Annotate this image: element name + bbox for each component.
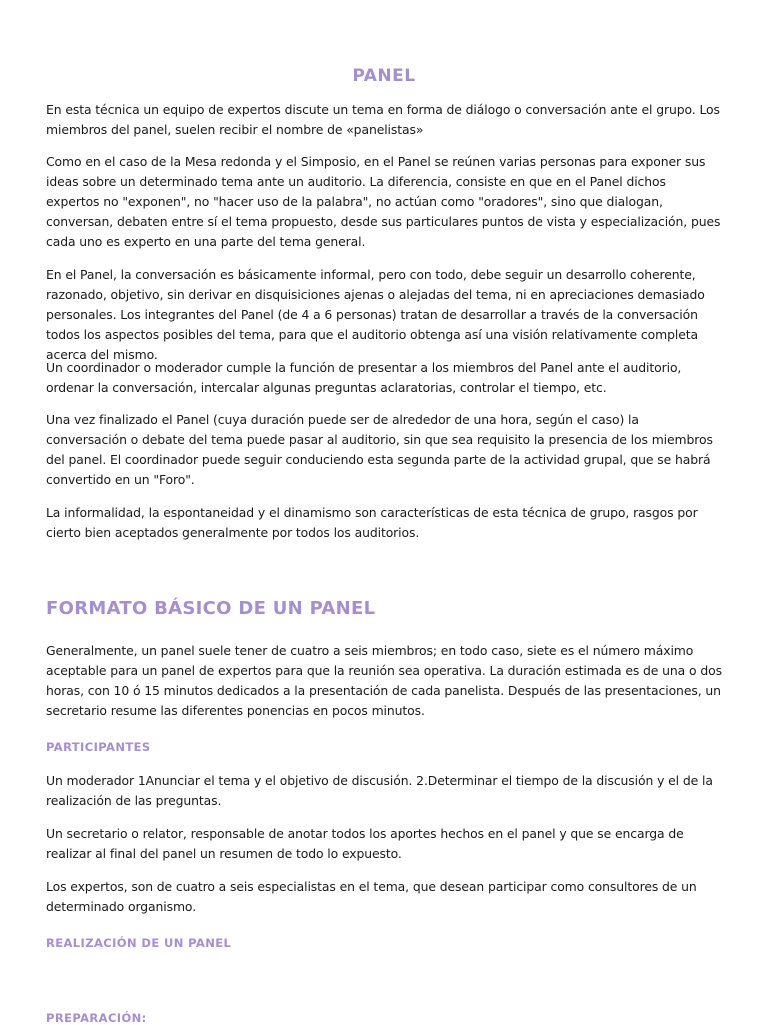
intro-paragraph-5: Una vez finalizado el Panel (cuya duración puede ser de alrededor de una hora, según el caso) la conversación o debate del tema puede pasar al auditorio, sin que sea requisito la presencia de los miembros del panel. El coordinador puede seguir conduciendo esta segunda parte de la actividad grupal, que se habrá convertido en un "Foro".	[46, 412, 713, 487]
subheading-preparacion: PREPARACIÓN:	[46, 1011, 147, 1025]
intro-paragraph-3: En el Panel, la conversación es básicamente informal, pero con todo, debe seguir un desarrollo coherente, razonado, objetivo, sin derivar en disquisiciones ajenas o alejadas del tema, ni en apreciaciones demasiado personales. Los integrantes del Panel (de 4 a 6 personas) tratan de desarrollar a través de la conversación todos los aspectos posibles del tema, para que el auditorio obtenga así una visión relativamente completa acerca del mismo.	[46, 267, 705, 362]
intro-paragraph-2: Como en el caso de la Mesa redonda y el Simposio, en el Panel se reúnen varias personas para exponer sus ideas sobre un determinado tema ante un auditorio. La diferencia, consiste en que en el Panel dichos expertos no "exponen", no "hacer uso de la palabra", no actúan como "oradores", sino que dialogan, conversan, debaten entre sí el tema propuesto, desde sus particulares puntos de vista y especialización, pues cada uno es experto en una parte del tema general.	[46, 154, 721, 249]
participant-expertos: Los expertos, son de cuatro a seis especialistas en el tema, que desean participar como consultores de un determinado organismo.	[46, 879, 697, 914]
section-paragraph-formato: Generalmente, un panel suele tener de cuatro a seis miembros; en todo caso, siete es el número máximo aceptable para un panel de expertos para que la reunión sea operativa. La duración estimada es de una o dos horas, con 10 ó 15 minutos dedicados a la presentación de cada panelista. Después de las presentaciones, un secretario resume las diferentes ponencias en pocos minutos.	[46, 643, 722, 718]
section-heading-formato: FORMATO BÁSICO DE UN PANEL	[46, 598, 376, 619]
page-title: PANEL	[352, 66, 416, 87]
participant-moderador: Un moderador 1Anunciar el tema y el objetivo de discusión. 2.Determinar el tiempo de la discusión y el de la realización de las preguntas.	[46, 773, 713, 808]
participant-secretario: Un secretario o relator, responsable de anotar todos los aportes hechos en el panel y que se encarga de realizar al final del panel un resumen de todo lo expuesto.	[46, 826, 684, 861]
subheading-realizacion: REALIZACIÓN DE UN PANEL	[46, 936, 232, 950]
intro-paragraph-1: En esta técnica un equipo de expertos discute un tema en forma de diálogo o conversación ante el grupo. Los miembros del panel, suelen recibir el nombre de «panelistas»	[46, 102, 720, 137]
intro-paragraph-4: Un coordinador o moderador cumple la función de presentar a los miembros del Panel ante el auditorio, ordenar la conversación, intercalar algunas preguntas aclaratorias, controlar el tiempo, etc.	[46, 360, 682, 395]
intro-paragraph-6: La informalidad, la espontaneidad y el dinamismo son características de esta técnica de grupo, rasgos por cierto bien aceptados generalmente por todos los auditorios.	[46, 505, 698, 540]
subheading-participantes: PARTICIPANTES	[46, 740, 151, 754]
